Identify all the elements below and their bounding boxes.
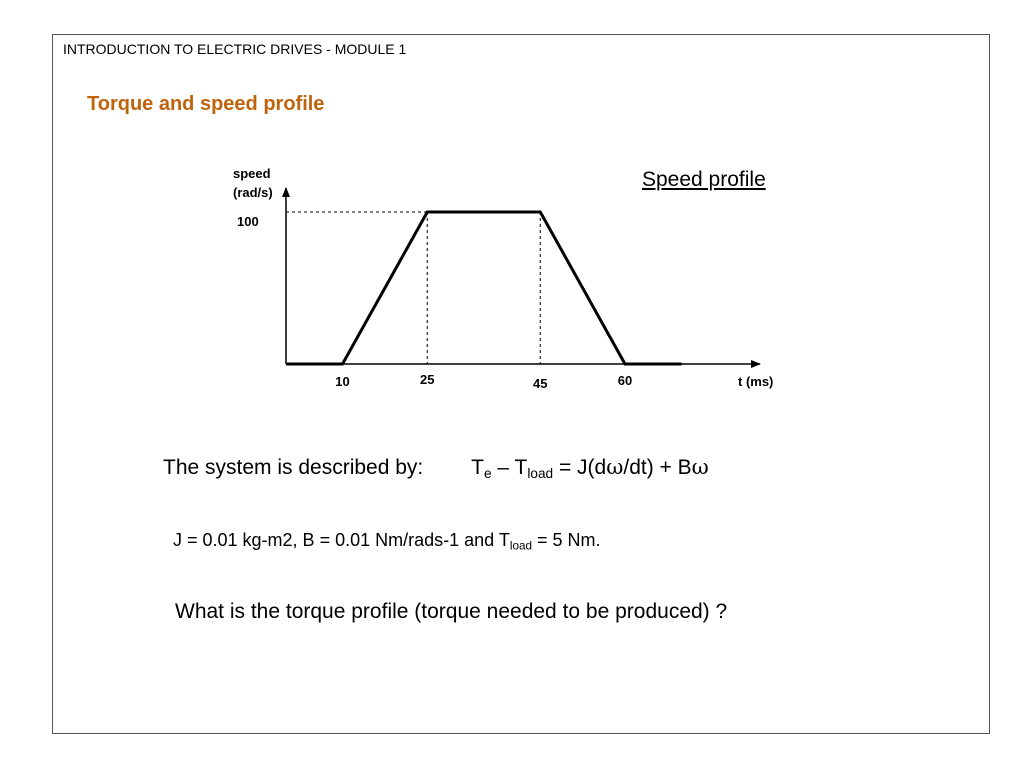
x-tick-label: 45: [533, 376, 548, 391]
x-tick-label: 25: [420, 372, 435, 387]
system-description: The system is described by:: [163, 456, 424, 479]
parameters-line: J = 0.01 kg-m2, B = 0.01 Nm/rads-1 and $T_{load} = 5$ Nm.: [173, 530, 601, 553]
y-tick-labels: [237, 214, 259, 229]
motion-equation: $T_e - T_{load} = J(d\omega/dt) + B\omega$: [471, 455, 709, 482]
speed-series-line: [286, 212, 682, 364]
chart-title: Speed profile: [642, 168, 766, 191]
x-tick-label: 60: [617, 373, 633, 388]
slide-title: Torque and speed profile: [87, 93, 325, 115]
module-header: INTRODUCTION TO ELECTRIC DRIVES - MODULE 1: [63, 41, 407, 57]
x-axis-label: t (ms): [738, 374, 774, 389]
y-axis-label-line2: (rad/s): [233, 185, 273, 200]
y-axis-label-line1: speed: [233, 166, 271, 181]
system-equation-line: [163, 455, 709, 480]
x-tick-label: 10: [335, 374, 350, 389]
x-tick-labels: [335, 372, 632, 391]
question-text: What is the torque profile (torque needed to be produced) ?: [175, 600, 728, 623]
y-tick-label: 100: [237, 214, 259, 229]
